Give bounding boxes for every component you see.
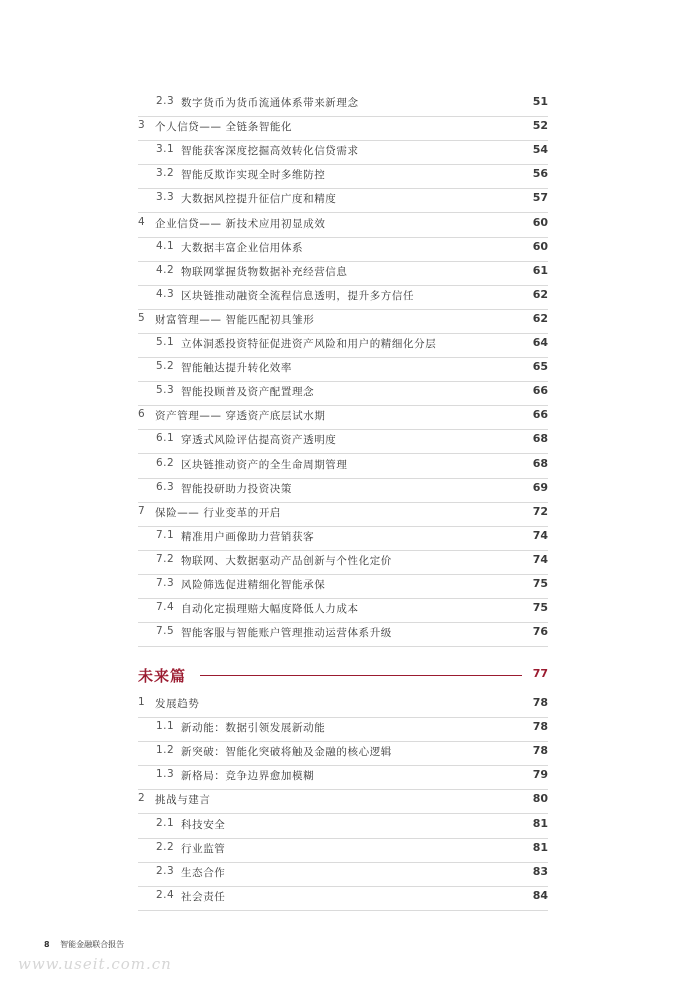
toc-entry [138,381,548,406]
toc-entry-title: 精准用户画像助力营销获客 [181,530,315,543]
toc-entry-page: 81 [532,840,548,854]
toc-entry [138,622,548,647]
toc-entry-page: 60 [532,239,548,253]
toc-entry [138,886,548,911]
toc-entry-title: 财富管理—— 智能匹配初具雏形 [155,313,315,326]
toc-entry-title: 区块链推动资产的全生命周期管理 [181,458,348,471]
toc-entry-number: 2.4 [156,888,175,901]
toc-entry-page: 54 [532,143,548,157]
toc-entry-title: 智能触达提升转化效率 [181,362,292,375]
toc-entry-title: 保险—— 行业变革的开启 [155,506,282,519]
toc-entry-page: 66 [532,408,548,422]
toc-entry-number: 4.3 [156,287,175,300]
footer-page-number: 8 [44,940,50,949]
toc-entry [138,478,548,503]
toc-entry [138,814,548,839]
toc-entry-page: 74 [532,528,548,542]
toc-entry-number: 3.1 [156,143,175,156]
toc-entry-number: 5 [138,311,146,324]
toc-entry-number: 7.4 [156,601,175,614]
toc-entry-title: 智能投顾普及资产配置理念 [181,386,315,399]
toc-entry-title: 科技安全 [181,818,226,831]
toc-entry-title: 企业信贷—— 新技术应用初显成效 [155,217,326,230]
toc-entry-title: 新突破：智能化突破将触及金融的核心逻辑 [181,746,392,759]
toc-entry-title: 大数据丰富企业信用体系 [181,241,304,254]
toc-entry-page: 79 [532,768,548,782]
toc-entry [138,526,548,551]
toc-entry-title: 社会责任 [181,890,226,903]
toc-entry-title: 新动能：数据引领发展新动能 [181,722,326,735]
toc-entry-number: 7.1 [156,528,175,541]
toc-entry [138,333,548,358]
toc-entry-title: 新格局：竞争边界愈加模糊 [181,770,315,783]
toc-entry [138,261,548,286]
toc-entry-title: 立体洞悉投资特征促进资产风险和用户的精细化分层 [181,338,437,350]
toc-entry-number: 6.3 [156,480,175,493]
toc-entry-title: 智能客服与智能账户管理推动运营体系升级 [181,627,392,640]
toc-entry-number: 5.1 [156,336,175,348]
toc-entry-page: 65 [532,360,548,374]
toc-entry [138,188,548,213]
toc-entry-number: 2.2 [156,840,175,853]
toc-entry [138,717,548,742]
toc-entry-number: 7.2 [156,552,175,565]
toc-entry-number: 2.3 [156,95,175,107]
toc-entry [138,140,548,165]
toc-entry-title: 区块链推动融资全流程信息透明，提升多方信任 [181,289,415,302]
toc-entry-page: 84 [532,888,548,902]
toc-entry [138,789,548,814]
toc-entry-title: 发展趋势 [155,698,200,710]
toc-entry [138,357,548,382]
toc-entry-page: 72 [532,504,548,518]
toc-entry-page: 75 [532,577,548,590]
toc-entry-number: 7.3 [156,577,175,589]
toc-entry-title: 物联网掌握货物数据补充经营信息 [181,265,348,278]
toc-entry [138,862,548,887]
section-divider-line [200,675,522,676]
toc-entry [138,598,548,623]
toc-entry-title: 生态合作 [181,866,226,879]
toc-entry-title: 自动化定损理赔大幅度降低人力成本 [181,603,359,616]
toc-entry [138,213,548,238]
section-header-future [138,664,548,688]
toc-entry [138,765,548,790]
toc-entry-title: 物联网、大数据驱动产品创新与个性化定价 [181,554,392,567]
toc-entry-page: 52 [532,119,548,133]
toc-entry [138,116,548,141]
toc-entry-number: 6 [138,408,146,421]
toc-entry-page: 57 [532,191,548,205]
toc-entry-page: 68 [532,456,548,470]
toc-entry-page: 78 [532,744,548,758]
toc-entry-number: 7 [138,504,146,517]
toc-entry [138,429,548,454]
toc-entry-number: 5.2 [156,360,175,373]
toc-entry-number: 7.5 [156,625,175,638]
toc-entry [138,405,548,430]
toc-entry-page: 60 [532,215,548,229]
toc-entry [138,693,548,718]
toc-entry-number: 1.2 [156,744,175,757]
toc-entry-title: 智能获客深度挖掘高效转化信贷需求 [181,145,359,158]
toc-entry-title: 智能反欺诈实现全时多维防控 [181,169,326,182]
toc-entry-page: 62 [532,311,548,325]
toc-entry-page: 81 [532,816,548,830]
toc-entry [138,574,548,599]
toc-entry-title: 穿透式风险评估提高资产透明度 [181,434,337,447]
toc-entry-page: 64 [532,336,548,349]
toc-entry-title: 个人信贷—— 全链条智能化 [155,121,293,134]
toc-entry-number: 3.3 [156,191,175,204]
toc-entry [138,741,548,766]
toc-entry [138,550,548,575]
toc-entry-page: 62 [532,287,548,301]
toc-entry-number: 1.1 [156,720,175,733]
toc-entry-page: 83 [532,864,548,878]
toc-entry-page: 80 [532,792,548,806]
toc-entry-page: 78 [532,696,548,709]
toc-entry-number: 4 [138,215,146,228]
toc-entry [138,285,548,310]
toc-entry-page: 51 [532,95,548,108]
toc-entry-title: 行业监管 [181,842,226,855]
toc-entry-number: 2.1 [156,816,175,829]
toc-entry-page: 75 [532,601,548,615]
toc-entry-page: 69 [532,480,548,494]
toc-entry [138,92,548,117]
toc-entry-number: 5.3 [156,384,175,397]
toc-entry [138,164,548,189]
toc-entry-number: 6.2 [156,456,175,469]
toc-entry-number: 6.1 [156,432,175,445]
toc-entry [138,237,548,262]
toc-entry-number: 4.1 [156,239,175,252]
toc-entry-number: 1 [138,696,146,708]
toc-entry-title: 智能投研助力投资决策 [181,482,292,495]
toc-entry-title: 资产管理—— 穿透资产底层试水期 [155,410,326,423]
toc-entry-title: 风险筛选促进精细化智能承保 [181,579,326,591]
toc-entry-page: 78 [532,720,548,734]
toc-entry-page: 68 [532,432,548,446]
page-footer [44,939,124,950]
toc-entry-number: 3 [138,119,146,132]
section-page-number: 77 [532,667,548,680]
toc-entry-number: 4.2 [156,263,175,276]
toc-entry-title: 大数据风控提升征信广度和精度 [181,193,337,206]
footer-report-title: 智能金融联合报告 [60,940,125,949]
toc-entry [138,502,548,527]
toc-entry-page: 61 [532,263,548,277]
section-title: 未来篇 [138,667,187,685]
toc-entry-title: 挑战与建言 [155,794,211,807]
toc-entry-page: 74 [532,552,548,566]
watermark: www.useit.com.cn [18,955,172,973]
toc-entry-page: 66 [532,384,548,398]
toc-entry [138,309,548,334]
toc-entry-page: 56 [532,167,548,181]
toc-entry-number: 2 [138,792,146,805]
toc-entry-number: 3.2 [156,167,175,180]
toc-entry-title: 数字货币为货币流通体系带来新理念 [181,97,359,109]
toc-entry [138,838,548,863]
toc-entry [138,454,548,479]
toc-entry-number: 1.3 [156,768,175,781]
toc-entry-number: 2.3 [156,864,175,877]
toc-entry-page: 76 [532,625,548,639]
